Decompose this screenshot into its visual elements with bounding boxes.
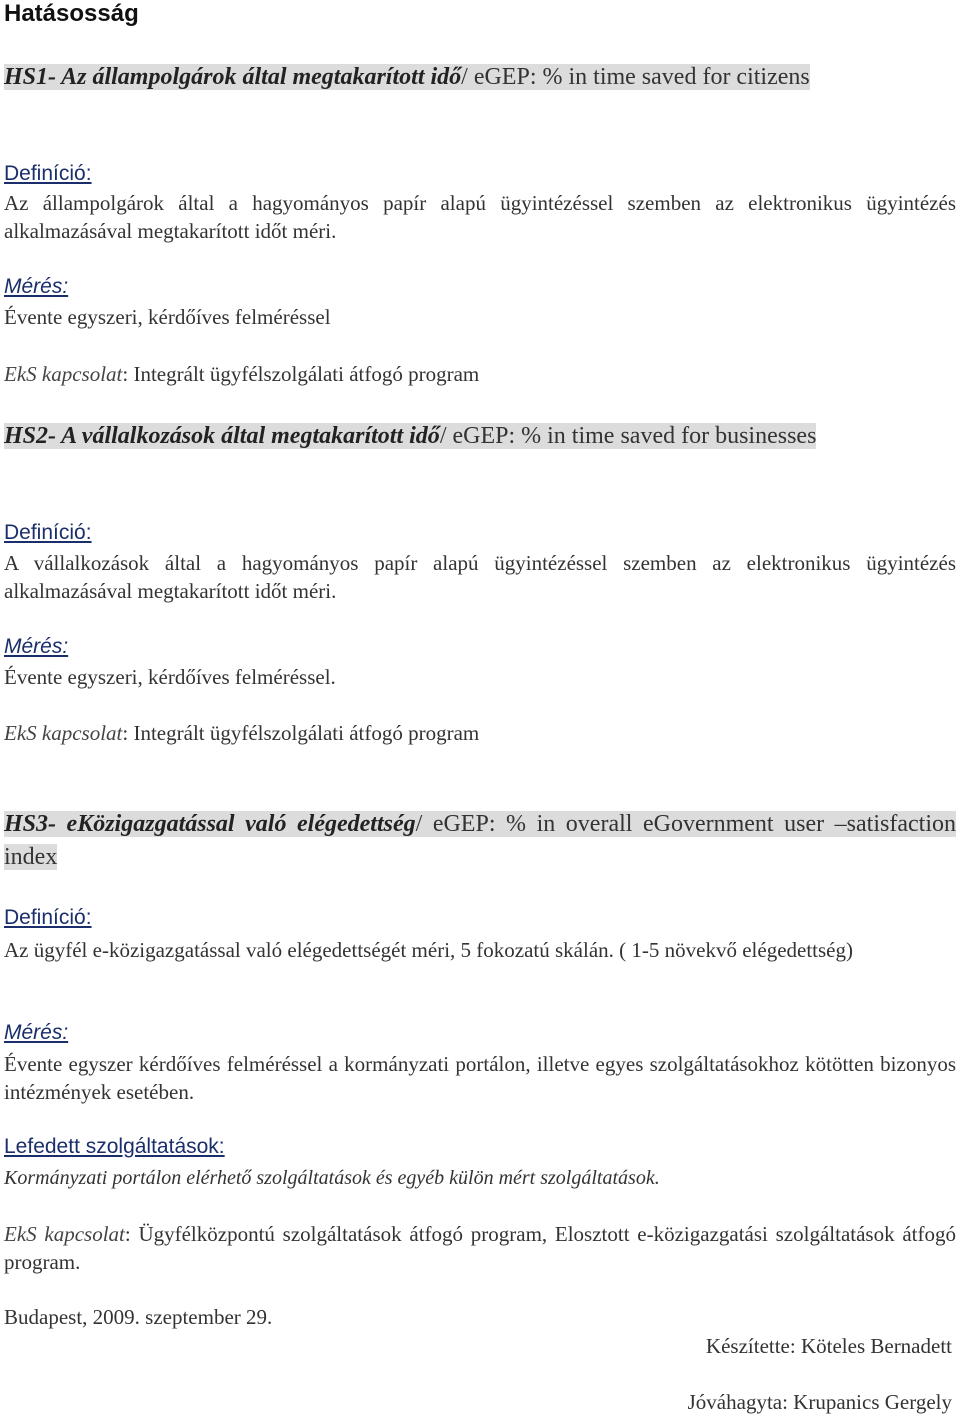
hs2-english: / eGEP: % in time saved for businesses xyxy=(439,423,817,449)
hs1-eks-line xyxy=(4,360,956,388)
hs1-title: HS1- Az állampolgárok által megtakarított idő xyxy=(4,64,462,90)
hs1-measurement-label: Mérés: xyxy=(4,275,69,298)
hs1-definition-label: Definíció: xyxy=(4,162,92,185)
hs3-heading xyxy=(4,808,956,874)
hs1-eks-text: : Integrált ügyfélszolgálati átfogó program xyxy=(122,362,480,386)
hs3-eks-line xyxy=(4,1220,956,1276)
hs2-definition-label: Definíció: xyxy=(4,521,92,544)
hs3-eks-text: : Ügyfélközpontú szolgáltatások átfogó program, Elosztott e-közigazgatási szolgáltatások átfogó program. xyxy=(4,1222,956,1274)
hs1-definition-text: Az állampolgárok által a hagyományos papír alapú ügyintézéssel szemben az elektronikus ügyintézés alkalmazásával megtakarított időt méri. xyxy=(4,191,956,243)
hs3-eks-label: EkS kapcsolat xyxy=(4,1222,125,1246)
hs3-covered-text: Kormányzati portálon elérhető szolgáltatások és egyéb külön mért szolgáltatások. xyxy=(4,1167,660,1189)
hs3-english: / eGEP: % in overall eGovernment user –satisfaction index xyxy=(4,811,956,870)
hs2-eks-text: : Integrált ügyfélszolgálati átfogó program xyxy=(122,721,480,745)
hs2-heading xyxy=(4,420,956,453)
prepared-by: Készítette: Köteles Bernadett xyxy=(705,1334,952,1358)
hs3-definition-label: Definíció: xyxy=(4,906,92,929)
hs2-definition-text: A vállalkozások által a hagyományos papír alapú ügyintézéssel szemben az elektronikus ügyintézés alkalmazásával megtakarított időt méri. xyxy=(4,551,956,603)
document-date: Budapest, 2009. szeptember 29. xyxy=(4,1305,273,1329)
hs1-english: / eGEP: % in time saved for citizens xyxy=(461,64,810,90)
hs3-definition-text: Az ügyfél e-közigazgatással való elégedettségét méri, 5 fokozatú skálán. ( 1-5 növekvő elégedettség) xyxy=(4,938,853,962)
hs1-measurement-text: Évente egyszeri, kérdőíves felméréssel xyxy=(4,305,331,329)
page-title: Hatásosság xyxy=(4,0,139,27)
hs3-title: HS3- eKözigazgatással való elégedettség xyxy=(4,811,416,837)
approved-by: Jóváhagyta: Krupanics Gergely xyxy=(687,1390,952,1414)
hs1-heading xyxy=(4,61,956,94)
hs2-title: HS2- A vállalkozások által megtakarított idő xyxy=(4,423,440,449)
hs1-eks-label: EkS kapcsolat xyxy=(4,362,123,386)
hs3-measurement-label: Mérés: xyxy=(4,1021,69,1044)
hs3-covered-label: Lefedett szolgáltatások: xyxy=(4,1135,225,1158)
hs3-measurement-text: Évente egyszer kérdőíves felméréssel a kormányzati portálon, illetve egyes szolgáltatásokhoz kötötten bizonyos intézmények esetében. xyxy=(4,1052,956,1104)
hs2-measurement-text: Évente egyszeri, kérdőíves felméréssel. xyxy=(4,665,336,689)
hs2-measurement-label: Mérés: xyxy=(4,635,69,658)
hs2-eks-label: EkS kapcsolat xyxy=(4,721,123,745)
hs2-eks-line xyxy=(4,719,956,747)
